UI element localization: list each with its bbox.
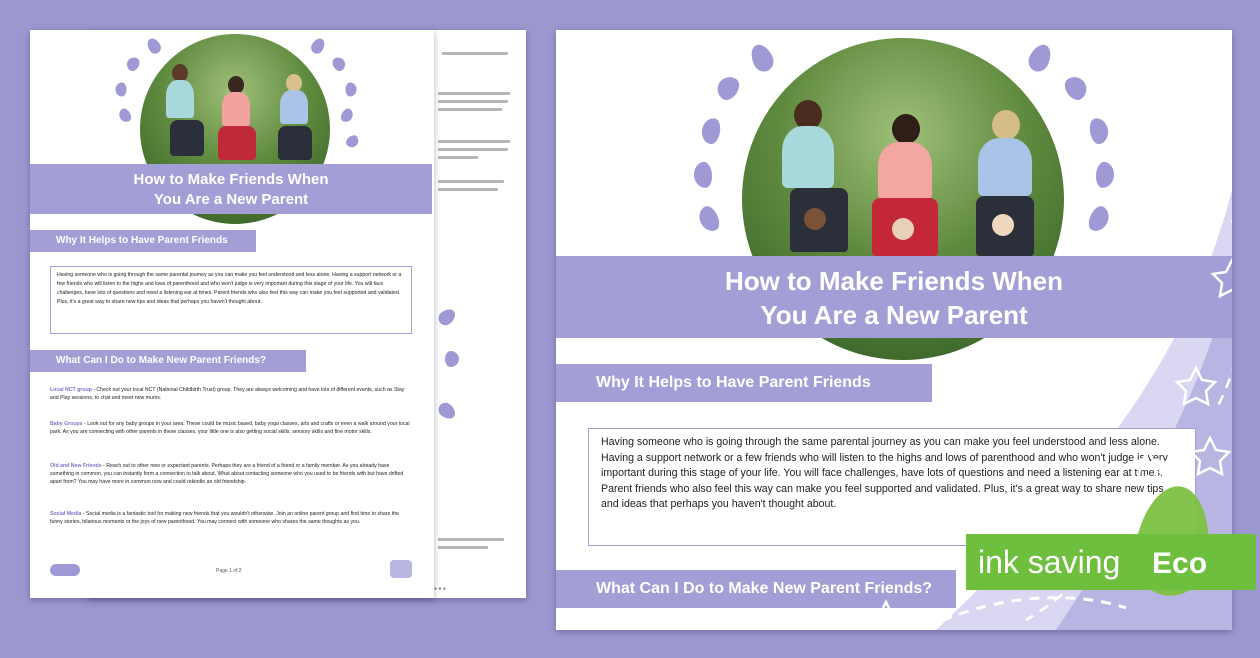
sun-petal-icon — [346, 83, 357, 97]
dashed-swirl — [926, 558, 1216, 658]
page-title-line2: You Are a New Parent — [153, 191, 309, 208]
star-icon — [1132, 450, 1164, 481]
sun-petal-icon — [309, 36, 327, 56]
list-item — [50, 510, 412, 542]
star-icon — [1191, 438, 1229, 474]
sun-petal-icon — [344, 133, 361, 150]
footer-page-number: Page 1 of 2 — [216, 568, 242, 574]
page-title-line2: You Are a New Parent — [760, 300, 1028, 330]
page-title-line1: How to Make Friends When — [724, 266, 1064, 296]
sun-petal-icon — [145, 36, 163, 56]
item-text: - Look out for any baby groups in your area. These could be music based, baby yoga classes, arts and crafts or even a walk around your local park. As you are connecting with other parents in these classes, your little one is also getting social skills, sensory skills and fine motor skills. — [50, 421, 410, 435]
section1-heading: Why It Helps to Have Parent Friends — [556, 364, 932, 402]
eco-badge — [966, 530, 1256, 594]
star-icon — [1213, 260, 1232, 296]
star-icon — [1177, 368, 1215, 404]
eco-label: Eco — [1152, 547, 1208, 580]
sun-petal-icon — [117, 107, 134, 125]
sun-petal-icon — [124, 55, 141, 73]
footer-logo — [50, 564, 80, 576]
ink-saving-label: ink saving — [978, 544, 1121, 580]
item-title: Baby Groups — [50, 421, 83, 427]
sun-petal-icon — [330, 55, 347, 73]
list-item — [50, 420, 412, 452]
item-text: - Social media is a fantastic tool for making new friends that you wouldn't otherwise. Join an online parent group and find time to share the funny stories, hilarious moments or the joys of new parenthood. You may connect with someone who shares the same thoughts as you. — [50, 511, 400, 525]
footer-logo-right — [390, 560, 412, 578]
section2-heading: What Can I Do to Make New Parent Friends? — [30, 350, 306, 372]
document-small-page — [30, 30, 434, 598]
sun-petal-icon — [339, 107, 356, 125]
section1-text: Having someone who is going through the same parental journey as you can make you feel understood and less alone. Having a support network or a few friends who will listen to the highs and lows of parenthood and who won't judge is very important during this stage of your life. You will face challenges, have lots of questions and need a listening ear at times. Parent friends who also feel this way can make you feel supported and validated. Plus, it's a great way to share new tips and ideas that perhaps you haven't thought about. — [50, 266, 412, 334]
item-text: - Check out your local NCT (National Childbirth Trust) group. They are always welcoming and have lots of different events, such as Stay and Play sessions, to chat and meet new mums. — [50, 387, 405, 401]
title-band — [30, 164, 432, 214]
item-title: Social Media — [50, 511, 82, 517]
section1-text: Having someone who is going through the same parental journey as you can make you feel understood and less alone. Having a support network or a few friends who will listen to the highs and lows of parenthood and who won't judge is very important during this stage of your life. You will face challenges, have lots of questions and need a listening ear at times. Parent friends who also feel this way can make you feel supported and validated. Plus, it's a great way to share new tips and ideas that perhaps you haven't thought about. — [588, 428, 1196, 546]
list-item — [50, 462, 412, 502]
star-icon — [867, 602, 905, 630]
page-title-line1: How to Make Friends When — [133, 171, 329, 188]
item-title: Local NCT group — [50, 387, 92, 393]
star-icon — [767, 614, 805, 630]
item-title: Old and New Friends — [50, 463, 102, 469]
back-footer: ● ● ● — [434, 586, 446, 592]
section1-heading: Why It Helps to Have Parent Friends — [30, 230, 256, 252]
list-item — [50, 386, 412, 410]
item-text: - Reach out to other new or expectant parents. Perhaps they are a friend of a friend or a family member. As you already have something in common, you can instantly form a connection to talk about. What about contacting someone who you used to be friends with but have drifted apart from? You may have more in common now and could rekindle an old friendship. — [50, 463, 404, 485]
section2-heading: What Can I Do to Make New Parent Friends? — [556, 570, 956, 608]
sun-petal-icon — [116, 83, 127, 97]
